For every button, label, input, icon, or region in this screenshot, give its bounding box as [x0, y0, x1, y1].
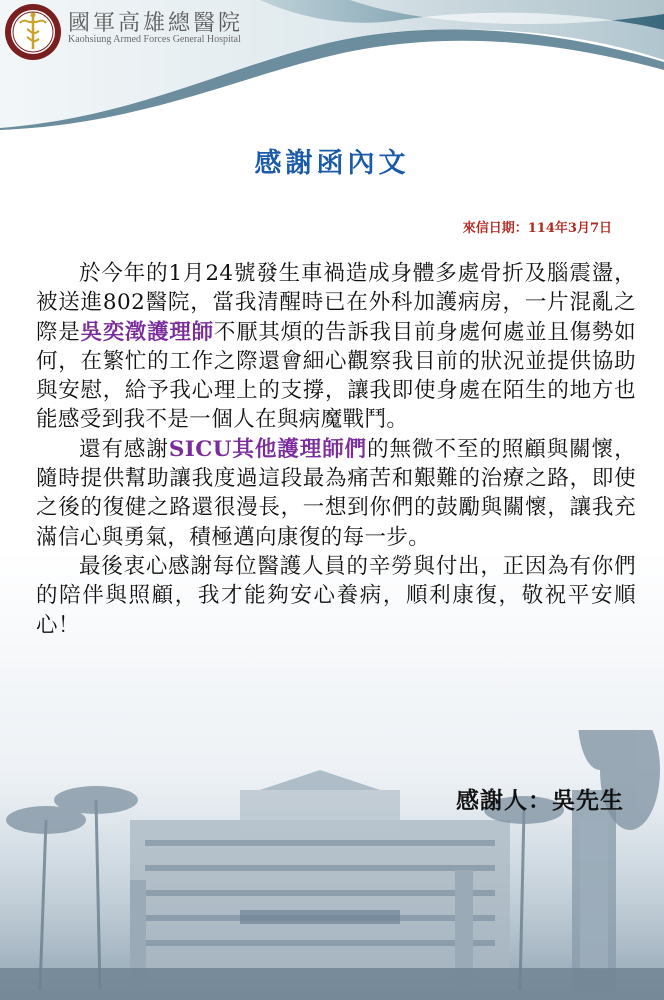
- letter-title: 感謝函內文: [254, 148, 410, 179]
- signature: 感謝人：吳先生: [456, 787, 624, 814]
- paragraph-2-text-a: 還有感謝: [79, 436, 169, 462]
- highlight-sicu-nurses: SICU其他護理師們: [168, 436, 368, 462]
- paragraph-1-text-a: 於今年的1月24號發生車禍造成身體多處骨折及腦震盪，被送進802醫院，當我清醒時已在外科加護病房，一片混亂之際是: [36, 261, 636, 345]
- hospital-seal-icon: [4, 3, 62, 61]
- paragraph-2-text-b: 的無微不至的照顧與關懷，隨時提供幫助讓我度過這段最為痛苦和艱難的治療之路，即使之後的復健之路還很漫長，一想到你們的鼓勵與關懷，讓我充滿信心與勇氣，積極邁向康復的每一步。: [36, 436, 636, 550]
- paragraph-1-text-b: 不厭其煩的告訴我目前身處何處並且傷勢如何，在繁忙的工作之際還會細心觀察我目前的狀況並提供協助與安慰，給予我心理上的支撐，讓我即使身處在陌生的地方也能感受到我不是一個人在與病魔戰鬥。: [36, 319, 636, 433]
- highlight-nurse-name: 吳奕澂護理師: [80, 319, 214, 345]
- hospital-name-zh: 國軍高雄總醫院: [68, 11, 244, 36]
- paragraph-3: [36, 552, 636, 640]
- paragraph-1: [36, 259, 636, 435]
- hospital-name-en: Kaohsiung Armed Forces General Hospital: [68, 34, 241, 45]
- letter-body: [36, 259, 636, 640]
- paragraph-2: [36, 435, 636, 552]
- paragraph-3-text: 最後衷心感謝每位醫護人員的辛勞與付出，正因為有你們的陪伴與照顧，我才能夠安心養病，順利康復，敬祝平安順心！: [36, 553, 636, 638]
- hospital-building-scene: [0, 730, 664, 1000]
- letter-date: 來信日期：114年3月7日: [462, 221, 612, 236]
